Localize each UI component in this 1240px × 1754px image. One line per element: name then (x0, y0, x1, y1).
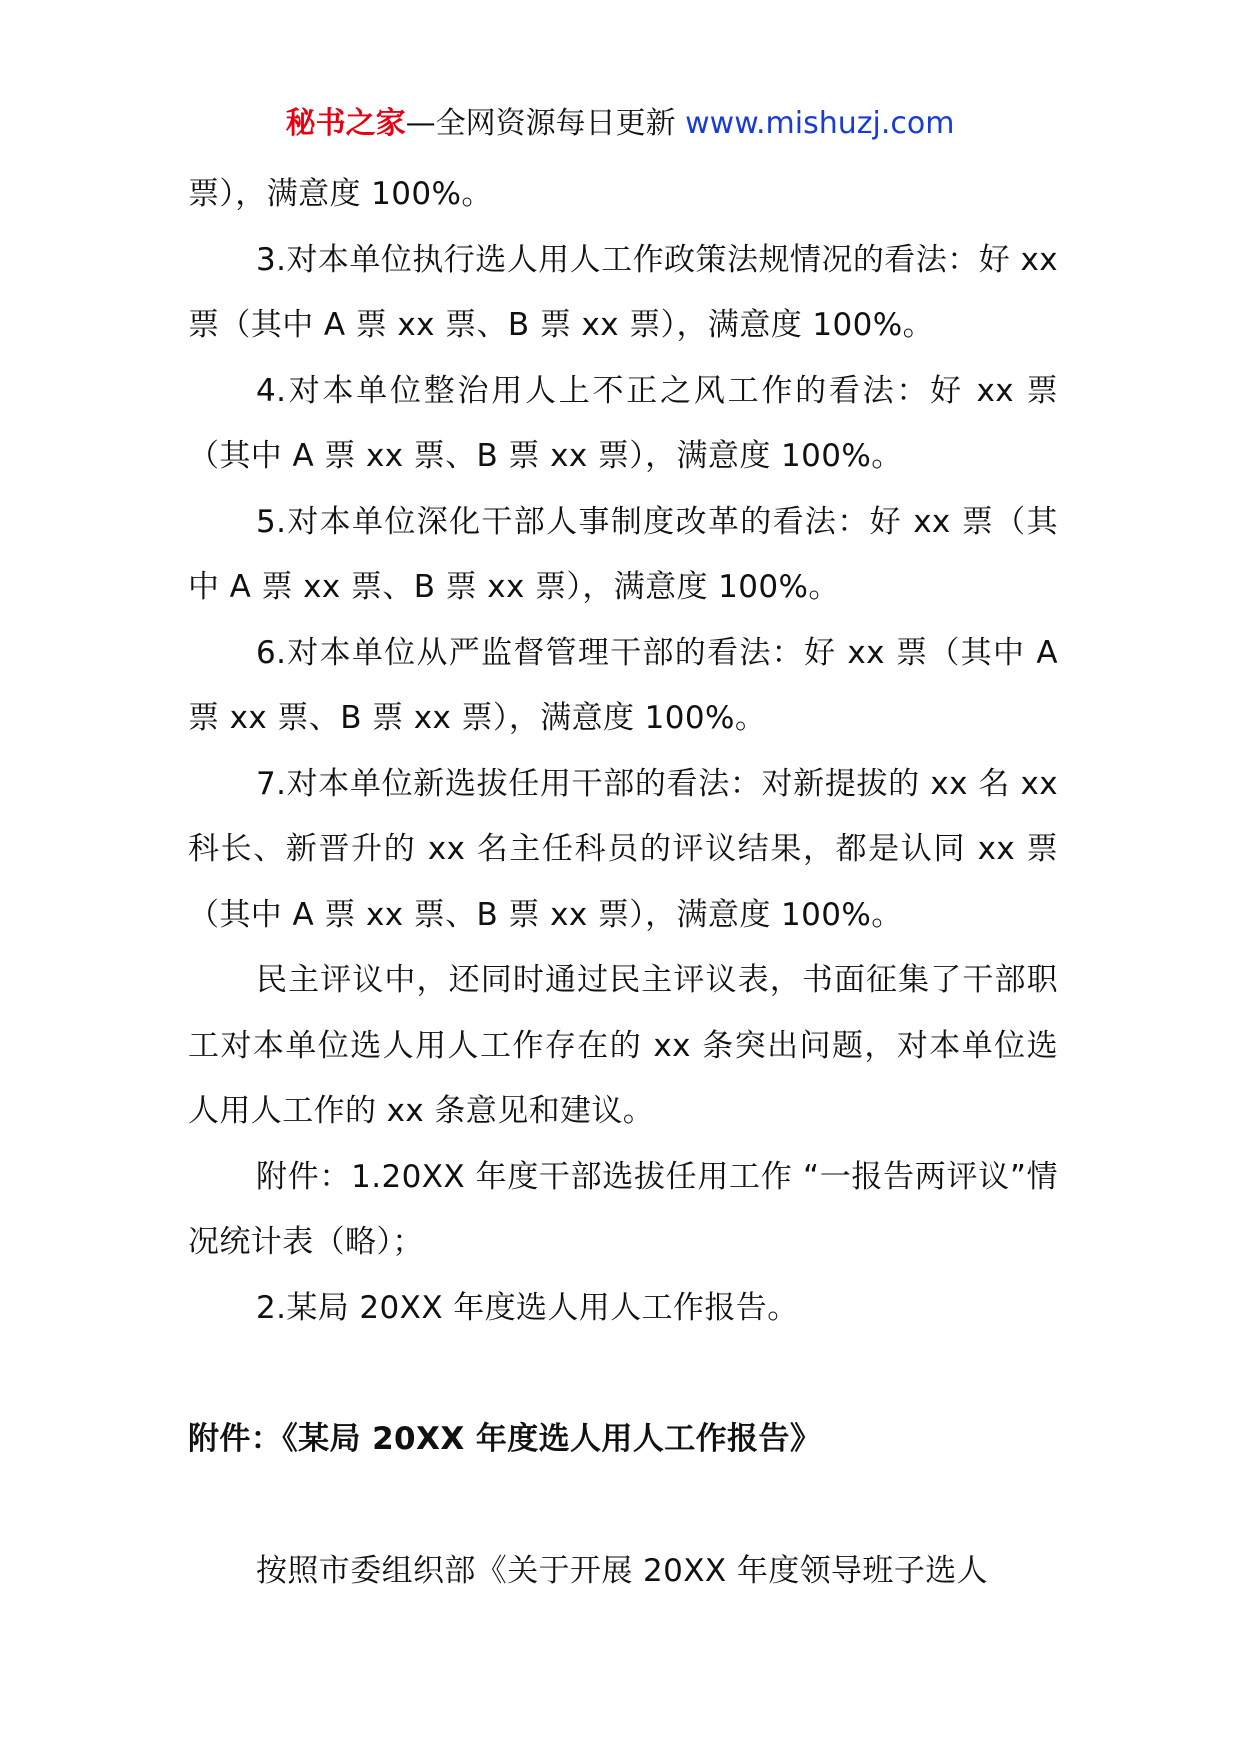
paragraph-item-5: 5.对本单位深化干部人事制度改革的看法：好 xx 票（其中 A 票 xx 票、B 票 xx 票），满意度 100%。 (188, 503, 1058, 605)
header-url-link[interactable]: www.mishuzj.com (685, 106, 955, 141)
paragraph-attachment-1: 附件：1.20XX 年度干部选拔任用工作 “一报告两评议”情况统计表（略）； (188, 1158, 1058, 1260)
paragraph-item-7: 7.对本单位新选拔任用干部的看法：对新提拔的 xx 名 xx 科长、新晋升的 xx 名主任科员的评议结果，都是认同 xx 票（其中 A 票 xx 票、B 票 xx 票），满意度 100%。 (188, 765, 1058, 933)
header-brand: 秘书之家 (285, 106, 406, 141)
paragraph-item-4: 4.对本单位整治用人上不正之风工作的看法：好 xx 票（其中 A 票 xx 票、B 票 xx 票），满意度 100%。 (188, 372, 1058, 474)
paragraph-report-intro: 按照市委组织部《关于开展 20XX 年度领导班子选人 (256, 1552, 989, 1589)
paragraph-democratic-review: 民主评议中，还同时通过民主评议表，书面征集了干部职工对本单位选人用人工作存在的 xx 条突出问题，对本单位选人用人工作的 xx 条意见和建议。 (188, 962, 1058, 1129)
paragraph-attachment-2: 2.某局 20XX 年度选人用人工作报告。 (256, 1289, 799, 1326)
page-header (0, 100, 1240, 148)
document-body (188, 162, 1058, 1604)
paragraph-item-3: 3.对本单位执行选人用人工作政策法规情况的看法：好 xx 票（其中 A 票 xx 票、B 票 xx 票），满意度 100%。 (188, 241, 1058, 343)
attachment-title: 附件：《某局 20XX 年度选人用人工作报告》 (188, 1421, 822, 1457)
header-tagline: —全网资源每日更新 (405, 106, 686, 141)
paragraph-item-6: 6.对本单位从严监督管理干部的看法：好 xx 票（其中 A 票 xx 票、B 票 xx 票），满意度 100%。 (188, 634, 1058, 736)
paragraph-continued: 票），满意度 100%。 (188, 176, 493, 212)
